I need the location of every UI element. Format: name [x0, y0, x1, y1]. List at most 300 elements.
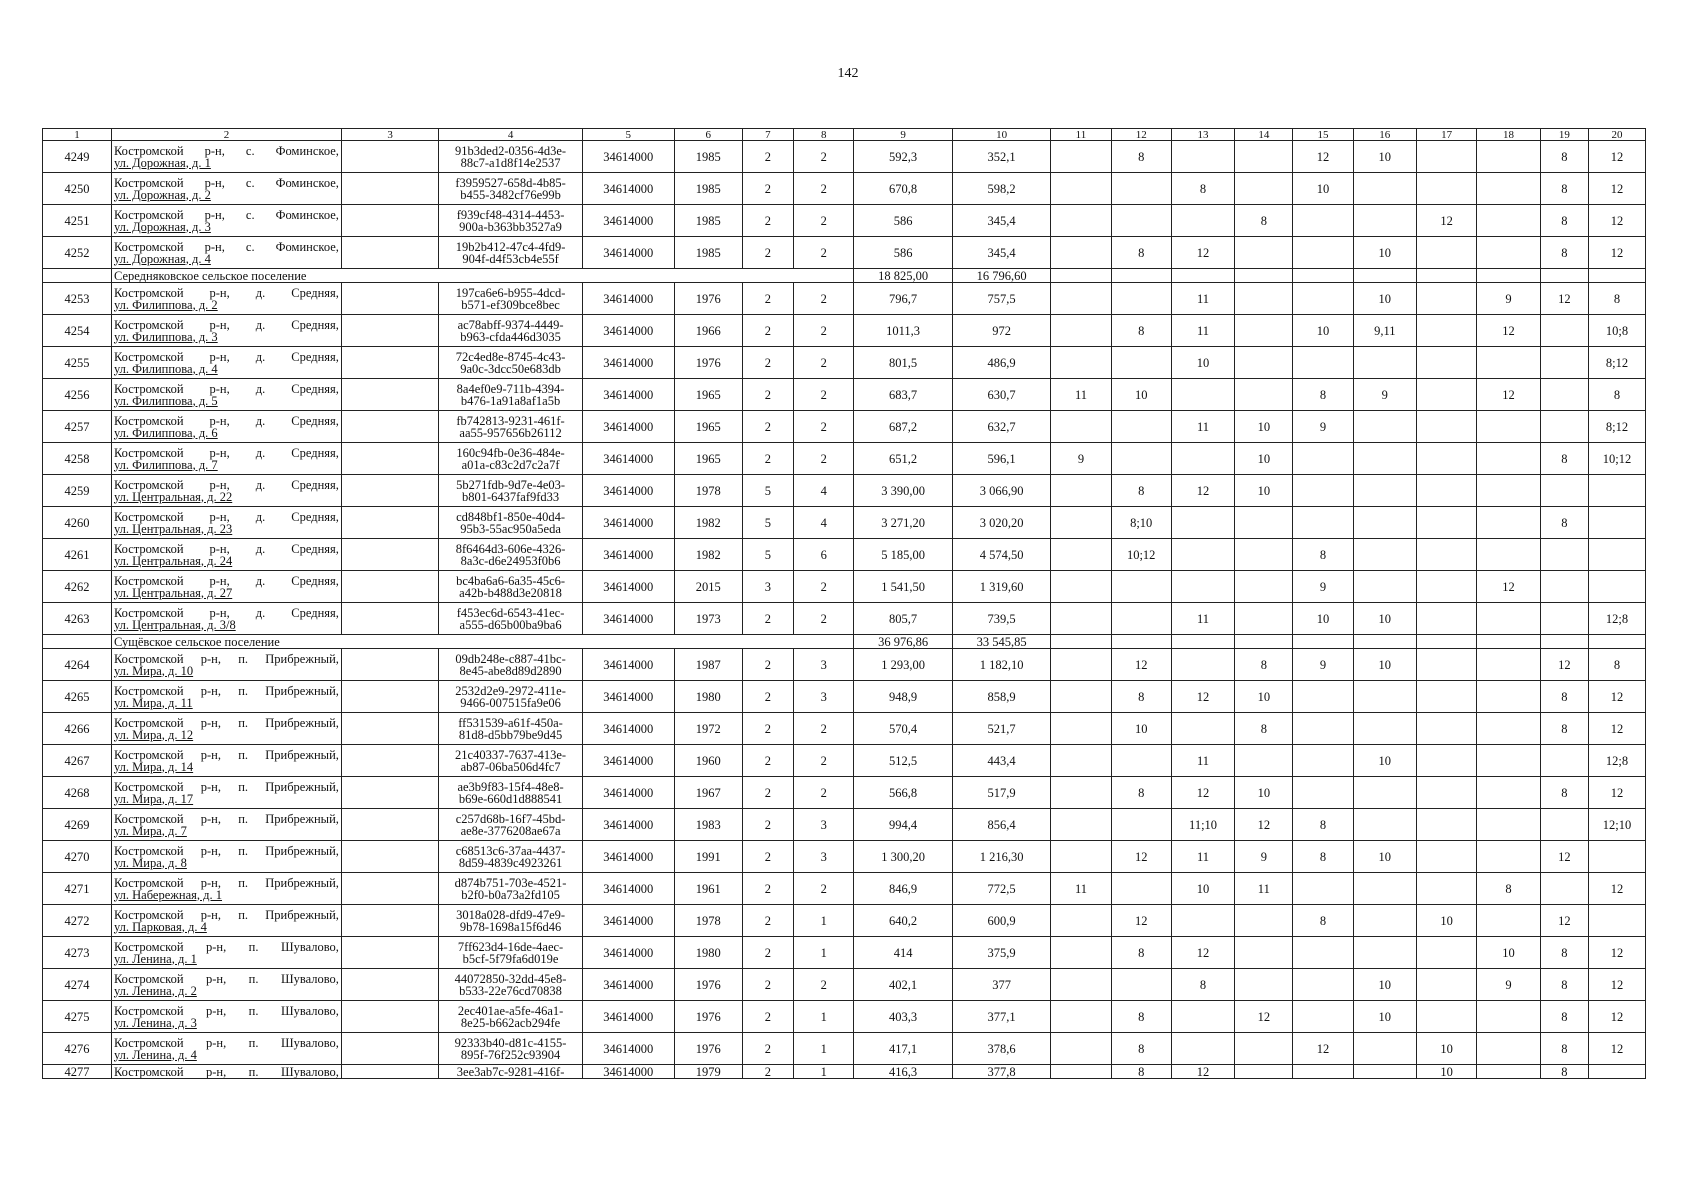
repair-year-col-14: 10	[1235, 443, 1293, 475]
repair-year-col-15: 10	[1293, 315, 1353, 347]
repair-year-col-16	[1353, 1033, 1417, 1065]
repair-year-col-20: 8	[1588, 649, 1645, 681]
repair-year-col-17	[1417, 649, 1477, 681]
address-line-2: ул. Мира, д. 11	[113, 695, 193, 710]
repair-year-col-20: 12;10	[1588, 809, 1645, 841]
settlement-name: Сущёвское сельское поселение	[111, 635, 853, 649]
empty-cell	[1235, 635, 1293, 649]
repair-year-col-14	[1235, 379, 1293, 411]
repair-year-col-12: 10	[1111, 713, 1171, 745]
address-line-2: ул. Филиппова, д. 6	[113, 425, 218, 440]
row-number: 4253	[43, 283, 112, 315]
repair-year-col-17	[1417, 411, 1477, 443]
guid-line-1: 72c4ed8e-8745-4c43-	[455, 349, 566, 364]
repair-year-col-18	[1477, 841, 1541, 873]
guid-line-1: c257d68b-16f7-45bd-	[455, 811, 566, 826]
address-line-2: ул. Филиппова, д. 7	[113, 457, 218, 472]
empty-cell	[1051, 635, 1111, 649]
empty-cell	[1051, 269, 1111, 283]
building-row	[43, 283, 1646, 315]
address-cell	[111, 507, 341, 539]
total-area: 416,3	[854, 1065, 953, 1079]
fias-guid-cell	[439, 937, 582, 969]
living-area: 1 319,60	[952, 571, 1051, 603]
repair-year-col-20	[1588, 1065, 1645, 1079]
repair-year-col-13	[1171, 1033, 1235, 1065]
empty-cell	[1588, 635, 1645, 649]
build-year: 1976	[674, 347, 742, 379]
repair-year-col-16: 10	[1353, 745, 1417, 777]
empty-cell	[341, 237, 438, 269]
oktmo-code: 34614000	[582, 809, 674, 841]
repair-year-col-15	[1293, 283, 1353, 315]
repair-year-col-17	[1417, 969, 1477, 1001]
repair-year-col-17	[1417, 713, 1477, 745]
building-row	[43, 745, 1646, 777]
column-header: 14	[1235, 129, 1293, 141]
empty-cell	[341, 443, 438, 475]
oktmo-code: 34614000	[582, 937, 674, 969]
repair-year-col-17	[1417, 347, 1477, 379]
repair-year-col-19: 8	[1540, 969, 1588, 1001]
row-number: 4251	[43, 205, 112, 237]
repair-year-col-19	[1540, 873, 1588, 905]
guid-line-2: ab87-06ba506d4fc7	[460, 759, 561, 774]
guid-line-1: 3018a028-dfd9-47e9-	[456, 907, 566, 922]
repair-year-col-12: 8	[1111, 475, 1171, 507]
repair-year-col-15: 9	[1293, 571, 1353, 603]
living-area: 858,9	[952, 681, 1051, 713]
repair-year-col-18: 12	[1477, 315, 1541, 347]
address-line-1: Костромской р-н, с. Фоминское,	[113, 207, 339, 222]
repair-year-col-17	[1417, 379, 1477, 411]
guid-line-1: d874b751-703e-4521-	[454, 875, 567, 890]
empty-cell	[1540, 635, 1588, 649]
guid-line-2: 9b78-1698a15f6d46	[459, 919, 562, 934]
settlement-subtotal-row	[43, 635, 1646, 649]
repair-year-col-13: 12	[1171, 777, 1235, 809]
living-area: 345,4	[952, 237, 1051, 269]
guid-line-1: ff531539-a61f-450a-	[458, 715, 563, 730]
entrances: 2	[794, 603, 854, 635]
repair-year-col-15: 8	[1293, 539, 1353, 571]
floors: 2	[742, 411, 793, 443]
address-cell	[111, 745, 341, 777]
empty-cell	[341, 969, 438, 1001]
oktmo-code: 34614000	[582, 443, 674, 475]
empty-cell	[1477, 635, 1541, 649]
repair-year-col-16	[1353, 1065, 1417, 1079]
guid-line-2: 9a0c-3dcc50e683db	[460, 361, 561, 376]
total-area: 796,7	[854, 283, 953, 315]
column-header: 4	[439, 129, 582, 141]
empty-cell	[341, 411, 438, 443]
guid-line-2: 8d59-4839c4923261	[458, 855, 563, 870]
column-header: 19	[1540, 129, 1588, 141]
empty-cell	[1171, 269, 1235, 283]
repair-year-col-20	[1588, 539, 1645, 571]
empty-cell	[1171, 635, 1235, 649]
oktmo-code: 34614000	[582, 205, 674, 237]
guid-line-2: b801-6437faf9fd33	[461, 489, 560, 504]
housing-register-table	[42, 128, 1646, 1079]
repair-year-col-15	[1293, 681, 1353, 713]
repair-year-col-13: 8	[1171, 173, 1235, 205]
repair-year-col-12	[1111, 347, 1171, 379]
repair-year-col-12: 12	[1111, 841, 1171, 873]
empty-cell	[341, 681, 438, 713]
repair-year-col-18	[1477, 1033, 1541, 1065]
oktmo-code: 34614000	[582, 571, 674, 603]
repair-year-col-11	[1051, 539, 1111, 571]
repair-year-col-12	[1111, 411, 1171, 443]
fias-guid-cell	[439, 539, 582, 571]
repair-year-col-18	[1477, 237, 1541, 269]
repair-year-col-20: 12	[1588, 1001, 1645, 1033]
repair-year-col-19: 12	[1540, 649, 1588, 681]
guid-line-1: 2ec401ae-a5fe-46a1-	[457, 1003, 564, 1018]
floors: 2	[742, 347, 793, 379]
repair-year-col-12: 8	[1111, 141, 1171, 173]
address-line-1: Костромской р-н, п. Прибрежный,	[113, 907, 339, 922]
repair-year-col-13: 12	[1171, 475, 1235, 507]
build-year: 1985	[674, 173, 742, 205]
address-line-1: Костромской р-н, д. Средняя,	[113, 445, 339, 460]
repair-year-col-20	[1588, 475, 1645, 507]
fias-guid-cell	[439, 347, 582, 379]
repair-year-col-14	[1235, 571, 1293, 603]
repair-year-col-12: 8	[1111, 937, 1171, 969]
repair-year-col-16: 9	[1353, 379, 1417, 411]
address-line-1: Костромской р-н, п. Шувалово,	[113, 1064, 339, 1079]
building-row	[43, 507, 1646, 539]
repair-year-col-14: 12	[1235, 1001, 1293, 1033]
guid-line-2: 8e45-abe8d89d2890	[459, 663, 562, 678]
living-area: 375,9	[952, 937, 1051, 969]
repair-year-col-13	[1171, 571, 1235, 603]
total-area: 1 293,00	[854, 649, 953, 681]
column-header: 11	[1051, 129, 1111, 141]
repair-year-col-16	[1353, 347, 1417, 379]
guid-line-1: bc4ba6a6-6a35-45c6-	[456, 573, 566, 588]
total-area: 570,4	[854, 713, 953, 745]
build-year: 1985	[674, 141, 742, 173]
row-number: 4266	[43, 713, 112, 745]
repair-year-col-14	[1235, 507, 1293, 539]
page-number: 142	[837, 66, 859, 81]
repair-year-col-13: 12	[1171, 237, 1235, 269]
empty-cell	[341, 1033, 438, 1065]
guid-line-2: b455-3482cf76e99b	[460, 187, 561, 202]
repair-year-col-12: 8	[1111, 315, 1171, 347]
repair-year-col-17	[1417, 173, 1477, 205]
address-cell	[111, 1065, 341, 1079]
address-cell	[111, 173, 341, 205]
row-number: 4267	[43, 745, 112, 777]
build-year: 1980	[674, 937, 742, 969]
empty-cell	[341, 283, 438, 315]
address-cell	[111, 937, 341, 969]
repair-year-col-16: 9,11	[1353, 315, 1417, 347]
repair-year-col-19	[1540, 315, 1588, 347]
address-cell	[111, 411, 341, 443]
repair-year-col-17	[1417, 873, 1477, 905]
build-year: 1987	[674, 649, 742, 681]
address-line-2: ул. Центральная, д. 23	[113, 521, 233, 536]
repair-year-col-19	[1540, 379, 1588, 411]
address-cell	[111, 475, 341, 507]
repair-year-col-11	[1051, 173, 1111, 205]
entrances: 4	[794, 475, 854, 507]
building-row	[43, 937, 1646, 969]
empty-cell	[341, 475, 438, 507]
row-number: 4262	[43, 571, 112, 603]
repair-year-col-11	[1051, 745, 1111, 777]
repair-year-col-17	[1417, 237, 1477, 269]
entrances: 6	[794, 539, 854, 571]
repair-year-col-15: 8	[1293, 841, 1353, 873]
column-header: 1	[43, 129, 112, 141]
address-cell	[111, 809, 341, 841]
oktmo-code: 34614000	[582, 1001, 674, 1033]
repair-year-col-19	[1540, 571, 1588, 603]
build-year: 1982	[674, 539, 742, 571]
row-number: 4261	[43, 539, 112, 571]
build-year: 1979	[674, 1065, 742, 1079]
entrances: 2	[794, 777, 854, 809]
guid-line-2: b5cf-5f79fa6d019e	[462, 951, 559, 966]
repair-year-col-14	[1235, 745, 1293, 777]
row-number: 4273	[43, 937, 112, 969]
repair-year-col-20: 10;12	[1588, 443, 1645, 475]
address-line-1: Костромской р-н, д. Средняя,	[113, 413, 339, 428]
building-row	[43, 237, 1646, 269]
build-year: 1985	[674, 205, 742, 237]
address-cell	[111, 681, 341, 713]
repair-year-col-11	[1051, 507, 1111, 539]
repair-year-col-17: 12	[1417, 205, 1477, 237]
repair-year-col-15: 12	[1293, 1033, 1353, 1065]
empty-cell	[341, 649, 438, 681]
address-line-1: Костромской р-н, п. Шувалово,	[113, 939, 339, 954]
build-year: 1985	[674, 237, 742, 269]
oktmo-code: 34614000	[582, 649, 674, 681]
repair-year-col-12: 8	[1111, 1033, 1171, 1065]
floors: 5	[742, 539, 793, 571]
repair-year-col-19	[1540, 411, 1588, 443]
empty-cell	[43, 635, 112, 649]
column-header: 18	[1477, 129, 1541, 141]
address-line-1: Костромской р-н, с. Фоминское,	[113, 239, 339, 254]
repair-year-col-16: 10	[1353, 141, 1417, 173]
address-cell	[111, 539, 341, 571]
repair-year-col-19: 8	[1540, 937, 1588, 969]
column-header: 17	[1417, 129, 1477, 141]
address-line-1: Костромской р-н, д. Средняя,	[113, 349, 339, 364]
empty-cell	[341, 315, 438, 347]
guid-line-1: 92333b40-d81c-4155-	[454, 1035, 567, 1050]
repair-year-col-16: 10	[1353, 237, 1417, 269]
building-row	[43, 379, 1646, 411]
living-area: 596,1	[952, 443, 1051, 475]
fias-guid-cell	[439, 1001, 582, 1033]
repair-year-col-19: 12	[1540, 841, 1588, 873]
column-header: 7	[742, 129, 793, 141]
row-number: 4256	[43, 379, 112, 411]
repair-year-col-19: 8	[1540, 1001, 1588, 1033]
address-line-2: ул. Мира, д. 12	[113, 727, 194, 742]
guid-line-2: 95b3-55ac950a5eda	[460, 521, 561, 536]
repair-year-col-12: 8	[1111, 681, 1171, 713]
floors: 2	[742, 205, 793, 237]
repair-year-col-12: 12	[1111, 649, 1171, 681]
repair-year-col-18	[1477, 411, 1541, 443]
address-line-1: Костромской р-н, п. Прибрежный,	[113, 747, 339, 762]
address-line-1: Костромской р-н, п. Прибрежный,	[113, 843, 339, 858]
total-area: 3 271,20	[854, 507, 953, 539]
repair-year-col-11	[1051, 603, 1111, 635]
repair-year-col-18	[1477, 475, 1541, 507]
address-cell	[111, 571, 341, 603]
repair-year-col-12	[1111, 283, 1171, 315]
fias-guid-cell	[439, 315, 582, 347]
floors: 2	[742, 443, 793, 475]
repair-year-col-14	[1235, 1033, 1293, 1065]
build-year: 1965	[674, 411, 742, 443]
repair-year-col-15: 8	[1293, 379, 1353, 411]
address-cell	[111, 141, 341, 173]
build-year: 1967	[674, 777, 742, 809]
floors: 2	[742, 681, 793, 713]
address-line-2: ул. Мира, д. 7	[113, 823, 187, 838]
floors: 2	[742, 237, 793, 269]
guid-line-1: 21c40337-7637-413e-	[455, 747, 567, 762]
build-year: 1976	[674, 969, 742, 1001]
repair-year-col-16	[1353, 937, 1417, 969]
repair-year-col-19: 8	[1540, 205, 1588, 237]
empty-cell	[1111, 269, 1171, 283]
empty-cell	[341, 745, 438, 777]
repair-year-col-19: 8	[1540, 713, 1588, 745]
floors: 2	[742, 1065, 793, 1079]
repair-year-col-15	[1293, 777, 1353, 809]
fias-guid-cell	[439, 777, 582, 809]
entrances: 2	[794, 969, 854, 1001]
building-row	[43, 809, 1646, 841]
empty-cell	[341, 603, 438, 635]
repair-year-col-12: 8	[1111, 1001, 1171, 1033]
floors: 2	[742, 1001, 793, 1033]
total-area: 512,5	[854, 745, 953, 777]
repair-year-col-15: 10	[1293, 603, 1353, 635]
fias-guid-cell	[439, 681, 582, 713]
repair-year-col-18	[1477, 713, 1541, 745]
repair-year-col-14	[1235, 237, 1293, 269]
repair-year-col-20: 8	[1588, 283, 1645, 315]
address-cell	[111, 1033, 341, 1065]
repair-year-col-14	[1235, 539, 1293, 571]
repair-year-col-20: 8;12	[1588, 347, 1645, 379]
column-header: 8	[794, 129, 854, 141]
repair-year-col-14	[1235, 315, 1293, 347]
empty-cell	[341, 1001, 438, 1033]
repair-year-col-11	[1051, 141, 1111, 173]
oktmo-code: 34614000	[582, 315, 674, 347]
repair-year-col-17	[1417, 571, 1477, 603]
total-area: 640,2	[854, 905, 953, 937]
row-number: 4265	[43, 681, 112, 713]
repair-year-col-18: 9	[1477, 283, 1541, 315]
entrances: 3	[794, 841, 854, 873]
total-area: 1011,3	[854, 315, 953, 347]
guid-line-1: 160c94fb-0e36-484e-	[456, 445, 565, 460]
total-area: 846,9	[854, 873, 953, 905]
guid-line-1: 197ca6e6-b955-4dcd-	[455, 285, 566, 300]
repair-year-col-16: 10	[1353, 841, 1417, 873]
repair-year-col-20: 12	[1588, 1033, 1645, 1065]
oktmo-code: 34614000	[582, 681, 674, 713]
living-area: 757,5	[952, 283, 1051, 315]
total-area: 994,4	[854, 809, 953, 841]
living-area: 3 066,90	[952, 475, 1051, 507]
address-line-1: Костромской р-н, п. Прибрежный,	[113, 715, 339, 730]
living-area: 378,6	[952, 1033, 1051, 1065]
empty-cell	[1293, 635, 1353, 649]
repair-year-col-13: 10	[1171, 873, 1235, 905]
entrances: 2	[794, 571, 854, 603]
guid-line-2: b2f0-b0a73a2fd105	[461, 887, 560, 902]
floors: 2	[742, 173, 793, 205]
oktmo-code: 34614000	[582, 841, 674, 873]
fias-guid-cell	[439, 1065, 582, 1079]
build-year: 1976	[674, 1033, 742, 1065]
oktmo-code: 34614000	[582, 777, 674, 809]
empty-cell	[341, 809, 438, 841]
living-area: 517,9	[952, 777, 1051, 809]
row-number: 4254	[43, 315, 112, 347]
repair-year-col-14	[1235, 905, 1293, 937]
repair-year-col-13: 12	[1171, 1065, 1235, 1079]
build-year: 1965	[674, 379, 742, 411]
fias-guid-cell	[439, 205, 582, 237]
repair-year-col-14: 10	[1235, 777, 1293, 809]
building-row	[43, 649, 1646, 681]
row-number: 4259	[43, 475, 112, 507]
address-line-1: Костромской р-н, п. Шувалово,	[113, 1035, 339, 1050]
empty-cell	[341, 205, 438, 237]
fias-guid-cell	[439, 571, 582, 603]
living-area: 377,1	[952, 1001, 1051, 1033]
repair-year-col-20: 12	[1588, 173, 1645, 205]
column-header: 10	[952, 129, 1051, 141]
empty-cell	[341, 873, 438, 905]
floors: 2	[742, 603, 793, 635]
repair-year-col-20	[1588, 905, 1645, 937]
column-header: 15	[1293, 129, 1353, 141]
repair-year-col-20: 12	[1588, 141, 1645, 173]
address-line-2: ул. Ленина, д. 1	[113, 951, 197, 966]
address-line-1: Костромской р-н, д. Средняя,	[113, 573, 339, 588]
entrances: 1	[794, 1001, 854, 1033]
repair-year-col-19: 8	[1540, 1065, 1588, 1079]
fias-guid-cell	[439, 379, 582, 411]
oktmo-code: 34614000	[582, 507, 674, 539]
oktmo-code: 34614000	[582, 745, 674, 777]
oktmo-code: 34614000	[582, 603, 674, 635]
address-cell	[111, 347, 341, 379]
repair-year-col-20: 8	[1588, 379, 1645, 411]
repair-year-col-19	[1540, 745, 1588, 777]
